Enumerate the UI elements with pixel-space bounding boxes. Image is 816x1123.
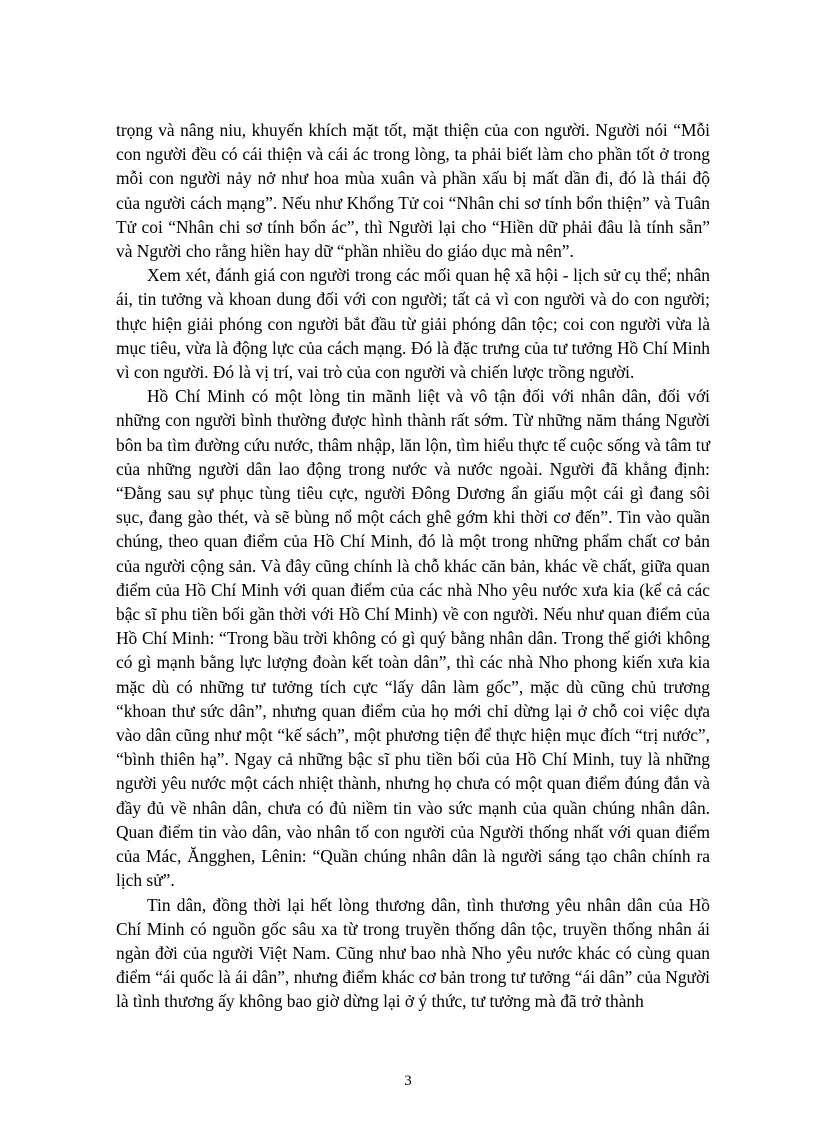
body-text <box>116 118 710 1014</box>
paragraph-1: trọng và nâng niu, khuyến khích mặt tốt, mặt thiện của con người. Người nói “Mỗi con người đều có cái thiện và cái ác trong lòng, ta phải biết làm cho phần tốt ở trong mỗi con người nảy nở như hoa mùa xuân và phần xấu bị mất dần đi, đó là thái độ của người cách mạng”. Nếu như Khổng Tử coi “Nhân chi sơ tính bổn thiện” và Tuân Tử coi “Nhân chi sơ tính bổn ác”, thì Người lại cho “Hiền dữ phải đâu là tính sẵn” và Người cho rằng hiền hay dữ “phần nhiều do giáo dục mà nên”. <box>116 120 710 262</box>
page-number: 3 <box>404 1073 412 1089</box>
paragraph-4: Tin dân, đồng thời lại hết lòng thương dân, tình thương yêu nhân dân của Hồ Chí Minh có nguồn gốc sâu xa từ trong truyền thống dân tộc, truyền thống nhân ái ngàn đời của người Việt Nam. Cũng như bao nhà Nho yêu nước khác có cùng quan điểm “ái quốc là ái dân”, nhưng điểm khác cơ bản trong tư tưởng “ái dân” của Người là tình thương ấy không bao giờ dừng lại ở ý thức, tư tưởng mà đã trở thành <box>116 894 710 1012</box>
paragraph-3: Hồ Chí Minh có một lòng tin mãnh liệt và vô tận đối với nhân dân, đối với những con người bình thường được hình thành rất sớm. Từ những năm tháng Người bôn ba tìm đường cứu nước, thâm nhập, lăn lộn, tìm hiểu thực tế cuộc sống và tâm tư của những người dân lao động trong nước và nước ngoài. Người đã khẳng định: “Đằng sau sự phục tùng tiêu cực, người Đông Dương ẩn giấu một cái gì đang sôi sục, đang gào thét, và sẽ bùng nổ một cách ghê gớm khi thời cơ đến”. Tin vào quần chúng, theo quan điểm của Hồ Chí Minh, đó là một trong những phẩm chất cơ bản của người cộng sản. Và đây cũng chính là chỗ khác căn bản, khác về chất, giữa quan điểm của Hồ Chí Minh với quan điểm của các nhà Nho yêu nước xưa kia (kể cả các bậc sĩ phu tiền bối gần thời với Hồ Chí Minh) về con người. Nếu như quan điểm của Hồ Chí Minh: “Trong bầu trời không có gì quý bằng nhân dân. Trong thế giới không có gì mạnh bằng lực lượng đoàn kết toàn dân”, thì các nhà Nho phong kiến xưa kia mặc dù có những tư tưởng tích cực “lấy dân làm gốc”, mặc dù cũng chủ trương “khoan thư sức dân”, nhưng quan điểm của họ mới chỉ dừng lại ở chỗ coi việc dựa vào dân cũng như một “kế sách”, một phương tiện để thực hiện mục đích “trị nước”, “bình thiên hạ”. Ngay cả những bậc sĩ phu tiền bối của Hồ Chí Minh, tuy là những người yêu nước một cách nhiệt thành, nhưng họ chưa có một quan điểm đúng đắn và đầy đủ về nhân dân, chưa có đủ niềm tin vào sức mạnh của quần chúng nhân dân. Quan điểm tin vào dân, vào nhân tố con người của Người thống nhất với quan điểm của Mác, Ăngghen, Lênin: “Quần chúng nhân dân là người sáng tạo chân chính ra lịch sử”. <box>116 386 710 891</box>
paragraph-2: Xem xét, đánh giá con người trong các mối quan hệ xã hội - lịch sử cụ thể; nhân ái, tin tưởng và khoan dung đối với con người; tất cả vì con người và do con người; thực hiện giải phóng con người bắt đầu từ giải phóng dân tộc; coi con người vừa là mục tiêu, vừa là động lực của cách mạng. Đó là đặc trưng của tư tưởng Hồ Chí Minh vì con người. Đó là vị trí, vai trò của con người và chiến lược trồng người. <box>116 265 710 383</box>
